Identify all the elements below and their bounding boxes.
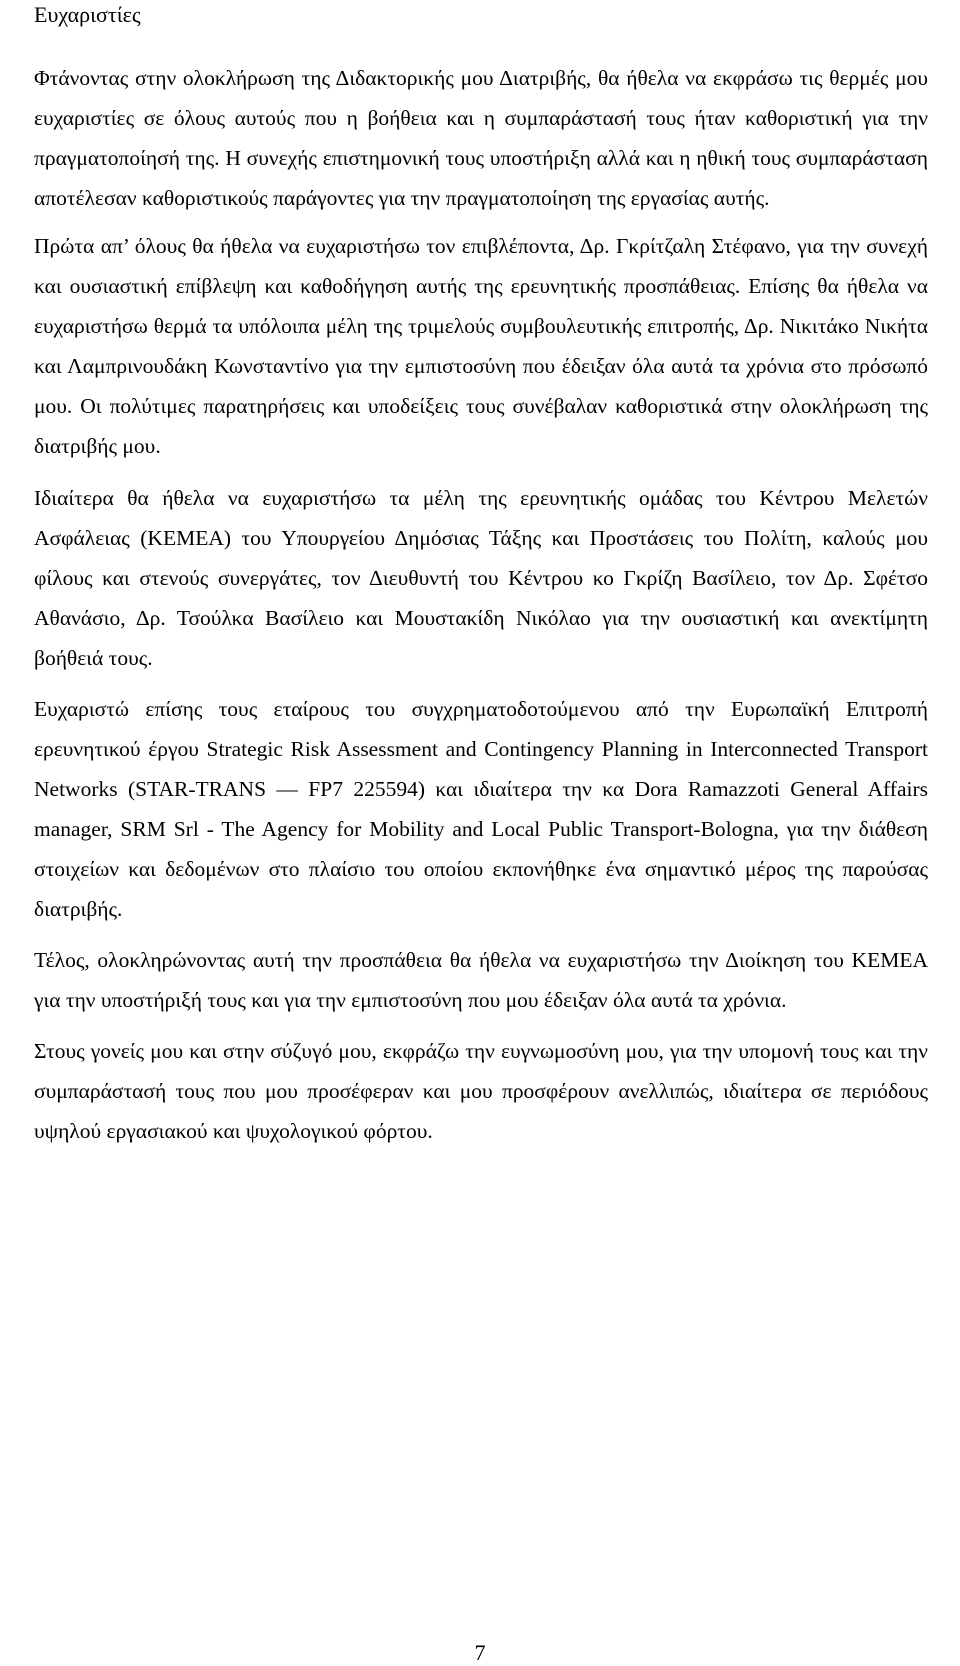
paragraph-kemea-team: Ιδιαίτερα θα ήθελα να ευχαριστήσω τα μέλη της ερευνητικής ομάδας του Κέντρου Μελετών Ασφάλειας (ΚΕΜΕΑ) του Υπουργείου Δημόσιας Τάξης και Προστάσεις του Πολίτη, καλούς μου φίλους και στενούς συνεργάτες, τον Διευθυντή του Κέντρου κο Γκρίζη Βασίλειο, τον Δρ. Σφέτσο Αθανάσιο, Δρ. Τσούλκα Βασίλειο και Μουστακίδη Νικόλαο για την ουσιαστική και ανεκτίμητη βοήθειά τους. [34, 486, 928, 670]
paragraph-family: Στους γονείς μου και στην σύζυγό μου, εκφράζω την ευγνωμοσύνη μου, για την υπομονή τους και την συμπαράστασή τους που μου προσέφεραν και μου προσφέρουν ανελλιπώς, ιδιαίτερα σε περιόδους υψηλού εργασιακού και ψυχολογικού φόρτου. [34, 1039, 928, 1143]
page-number: 7 [474, 1640, 486, 1665]
document-page [34, 0, 928, 1151]
paragraph-introduction: Φτάνοντας στην ολοκλήρωση της Διδακτορικής μου Διατριβής, θα ήθελα να εκφράσω τις θερμές μου ευχαριστίες σε όλους αυτούς που η βοήθεια και η συμπαράστασή τους ήταν καθοριστική για την πραγματοποίησή της. Η συνεχής επιστημονική τους υποστήριξη αλλά και η ηθική τους συμπαράσταση αποτέλεσαν καθοριστικούς παράγοντες για την πραγματοποίηση της εργασίας αυτής. [34, 66, 928, 210]
paragraph-kemea-administration: Τέλος, ολοκληρώνοντας αυτή την προσπάθεια θα ήθελα να ευχαριστήσω την Διοίκηση του ΚΕΜΕΑ για την υποστήριξή τους και για την εμπιστοσύνη που μου έδειξαν όλα αυτά τα χρόνια. [34, 948, 928, 1012]
paragraph-supervisor: Πρώτα απ’ όλους θα ήθελα να ευχαριστήσω τον επιβλέποντα, Δρ. Γκρίτζαλη Στέφανο, για την συνεχή και ουσιαστική επίβλεψη και καθοδήγηση αυτής της ερευνητικής προσπάθειας. Επίσης θα ήθελα να ευχαριστήσω θερμά τα υπόλοιπα μέλη της τριμελούς συμβουλευτικής επιτροπής, Δρ. Νικιτάκο Νικήτα και Λαμπρινουδάκη Κωνσταντίνο για την εμπιστοσύνη που έδειξαν όλα αυτά τα χρόνια στο πρόσωπό μου. Οι πολύτιμες παρατηρήσεις και υποδείξεις τους συνέβαλαν καθοριστικά στην ολοκλήρωση της διατριβής μου. [34, 234, 928, 458]
paragraph-star-trans: Ευχαριστώ επίσης τους εταίρους του συγχρηματοδοτούμενου από την Ευρωπαϊκή Επιτροπή ερευνητικού έργου Strategic Risk Assessment and Contingency Planning in Interconnected Transport Networks (STAR-TRANS ― FP7 225594) και ιδιαίτερα την κα Dora Ramazzoti General Affairs manager, SRM Srl - The Agency for Mobility and Local Public Transport-Bologna, για την διάθεση στοιχείων και δεδομένων στο πλαίσιο του οποίου εκπονήθηκε ένα σημαντικό μέρος της παρούσας διατριβής. [34, 697, 928, 921]
page-title: Ευχαριστίες [34, 2, 141, 27]
